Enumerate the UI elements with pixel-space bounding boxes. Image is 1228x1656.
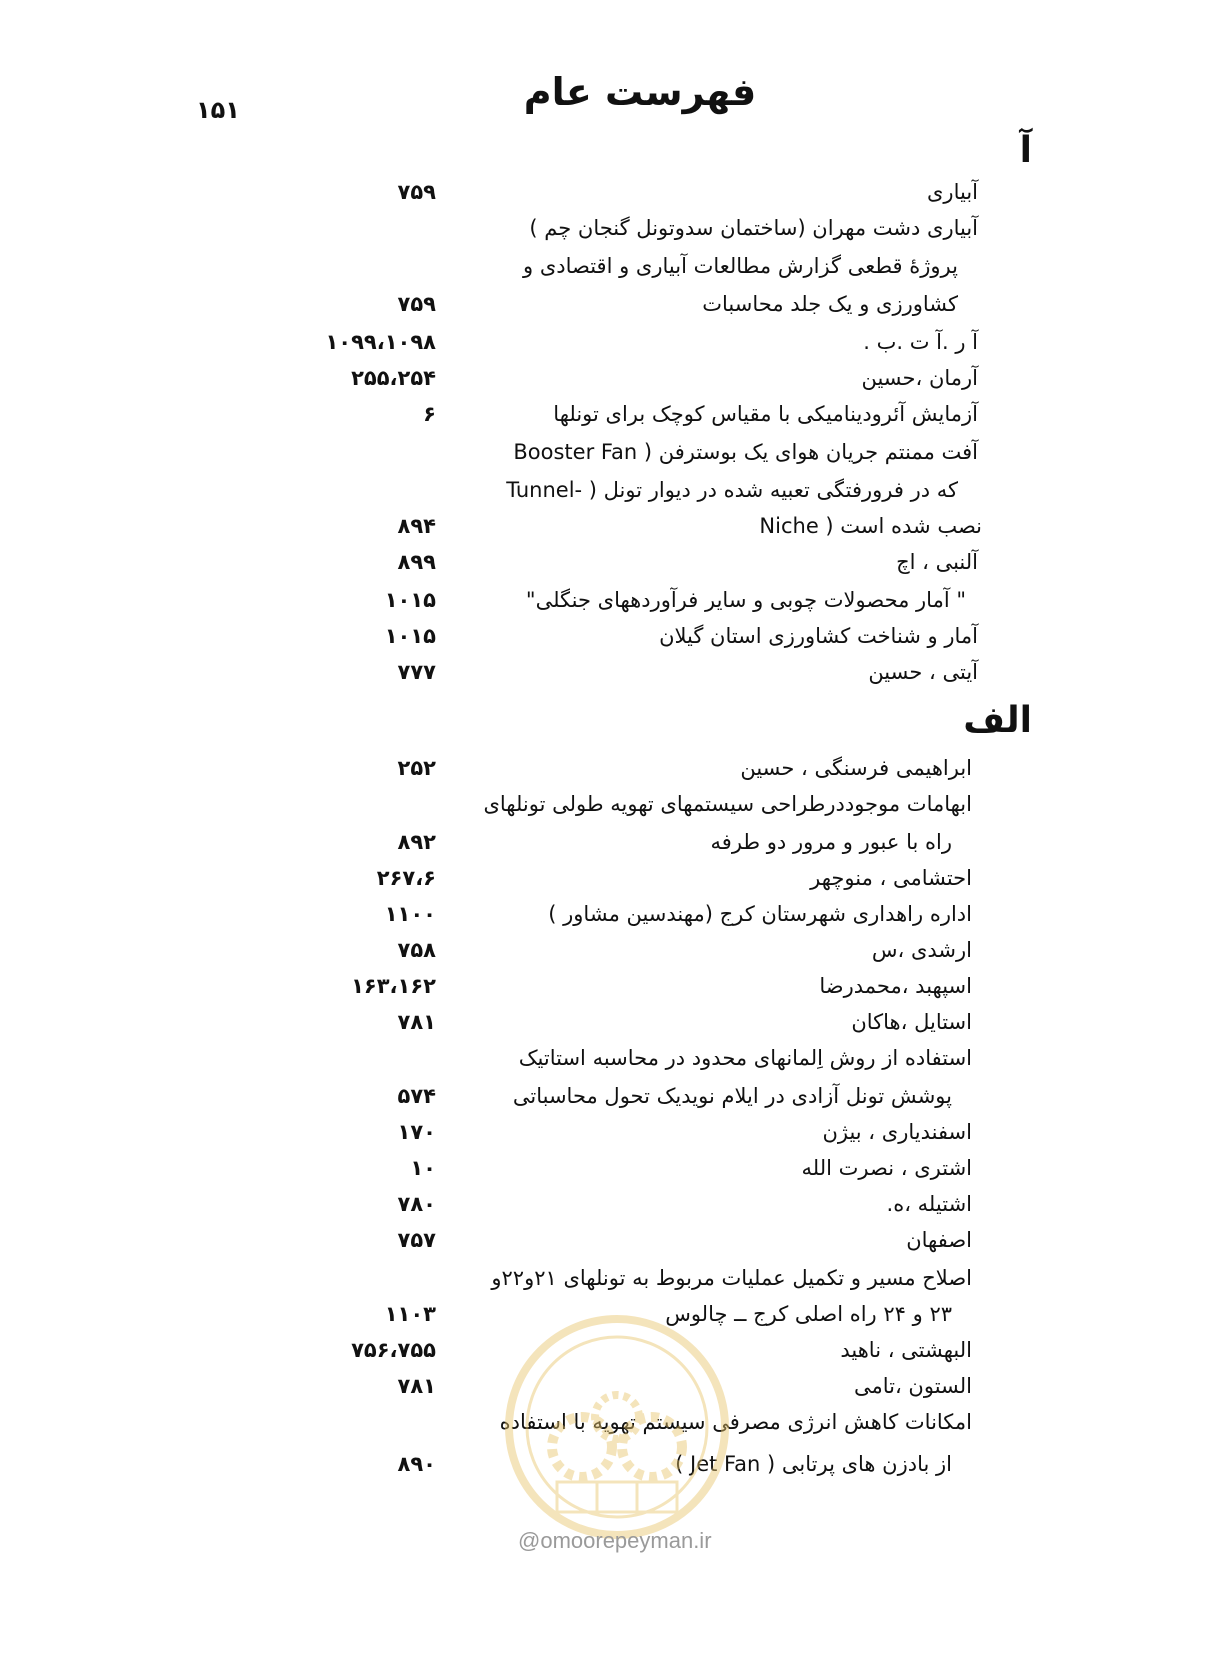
index-entry-page-number: ۷۷۷ — [397, 660, 436, 684]
index-entry-text: ۲۳ و ۲۴ راه اصلی کرج ــ چالوس — [665, 1302, 952, 1326]
index-entry-text: آ ر .آ ت .ب . — [863, 330, 978, 354]
index-entry-text: " آمار محصولات چوبی و سایر فرآوردههای جنگلی" — [525, 588, 966, 612]
index-entry-page-number: ۸۹۰ — [397, 1452, 436, 1476]
index-entry-page-number: ۱۱۰۳ — [384, 1302, 436, 1326]
index-entry-page-number: ۸۹۴ — [397, 514, 436, 538]
index-entry-text: آیتی ، حسین — [868, 660, 978, 684]
index-entry-text: اداره راهداری شهرستان کرج (مهندسین مشاور ) — [548, 902, 972, 926]
index-entry-text: راه با عبور و مرور دو طرفه — [710, 830, 952, 854]
index-entry-text: پروژهٔ قطعی گزارش مطالعات آبیاری و اقتصادی و — [523, 254, 958, 278]
index-entry-page-number: ۱۶۳،۱۶۲ — [351, 974, 436, 998]
index-entry-page-number: ۸۹۹ — [397, 550, 436, 574]
index-entry-text: آلنبی ، اچ — [896, 550, 978, 574]
index-entry-page-number: ۱۰ — [410, 1156, 436, 1180]
index-entry-page-number: ۷۵۹ — [397, 292, 436, 316]
index-entry-text: ابهامات موجوددرطراحی سیستمهای تهویه طولی تونلهای — [483, 792, 972, 816]
index-entry-page-number: ۷۵۹ — [397, 180, 436, 204]
index-entry-text: آزمایش آئرودینامیکی با مقیاس کوچک برای تونلها — [553, 402, 978, 426]
index-entry-page-number: ۸۹۲ — [397, 830, 436, 854]
page-number: ۱۵۱ — [196, 96, 240, 124]
index-entry-text: اصفهان — [906, 1228, 972, 1252]
watermark-text: @omoorepeyman.ir — [518, 1528, 712, 1553]
index-entry-text: امکانات کاهش انرژی مصرفی سیستم تهویه با استفاده — [499, 1410, 972, 1434]
index-entry-page-number: ۱۱۰۰ — [384, 902, 436, 926]
index-entry-text: آبیاری — [927, 180, 978, 204]
index-entry-page-number: ۲۶۷،۶ — [376, 866, 436, 890]
index-entry-page-number: ۷۸۱ — [397, 1374, 436, 1398]
index-entry-text: استفاده از روش اِلمانهای محدود در محاسبه استاتیک — [518, 1046, 972, 1070]
index-entry-text: اسفندیاری ، بیژن — [822, 1120, 972, 1144]
index-entry-text: اسپهبد ،محمدرضا — [819, 974, 972, 998]
index-entry-page-number: ۷۸۱ — [397, 1010, 436, 1034]
index-entry-text: آبیاری دشت مهران (ساختمان سدوتونل گنجان چم ) — [529, 216, 978, 240]
index-entry-page-number: ۲۵۵،۲۵۴ — [351, 366, 436, 390]
index-entry-page-number: ۷۵۷ — [397, 1228, 436, 1252]
index-entry-text: آرمان ،حسین — [861, 366, 978, 390]
index-entry-text: کشاورزی و یک جلد محاسبات — [702, 292, 958, 316]
index-entry-text: استایل ،هاکان — [851, 1010, 972, 1034]
index-entry-text: که در فرورفتگی تعبیه شده در دیوار تونل ( -Tunnel — [506, 478, 958, 502]
index-entry-text: البهشتی ، ناهید — [840, 1338, 972, 1362]
index-entry-text: الستون ،تامی — [853, 1374, 972, 1398]
index-entry-text: اشتیله ،ه. — [886, 1192, 972, 1216]
index-entry-text: ابراهیمی فرسنگی ، حسین — [740, 756, 972, 780]
index-entry-page-number: ۱۰۱۵ — [384, 588, 436, 612]
index-entry-page-number: ۵۷۴ — [397, 1084, 436, 1108]
index-entry-text: اصلاح مسیر و تکمیل عملیات مربوط به تونلهای ۲۱و۲۲و — [491, 1266, 972, 1290]
index-entry-page-number: ۷۵۸ — [397, 938, 436, 962]
index-entry-text: از بادزن های پرتابی ( Jet Fan ) — [675, 1452, 952, 1476]
index-entry-page-number: ۱۷۰ — [397, 1120, 436, 1144]
index-entry-page-number: ۱۰۱۵ — [384, 624, 436, 648]
index-entry-page-number: ۷۵۶،۷۵۵ — [351, 1338, 436, 1362]
index-entry-text: اشتری ، نصرت الله — [801, 1156, 972, 1180]
index-entry-page-number: ۷۸۰ — [397, 1192, 436, 1216]
index-entry-text: پوشش تونل آزادی در ایلام نویدیک تحول محاسباتی — [512, 1084, 952, 1108]
index-entry-text: آمار و شناخت کشاورزی استان گیلان — [659, 624, 978, 648]
index-entry-page-number: ۱۰۹۹،۱۰۹۸ — [325, 330, 436, 354]
index-entry-page-number: ۶ — [423, 402, 436, 426]
section-heading-alef-madda: آ — [1019, 130, 1032, 171]
index-entry-page-number: ۲۵۲ — [397, 756, 436, 780]
index-entry-text: ارشدی ،س — [871, 938, 972, 962]
page-title: فهرست عام — [523, 70, 757, 114]
index-entry-text: احتشامی ، منوچهر — [810, 866, 972, 890]
index-entry-text: آفت ممنتم جریان هوای یک بوسترفن ( Booster Fan — [513, 440, 978, 464]
section-heading-alef: الف — [963, 700, 1032, 741]
index-entry-text: Niche ) نصب شده است — [759, 514, 982, 538]
